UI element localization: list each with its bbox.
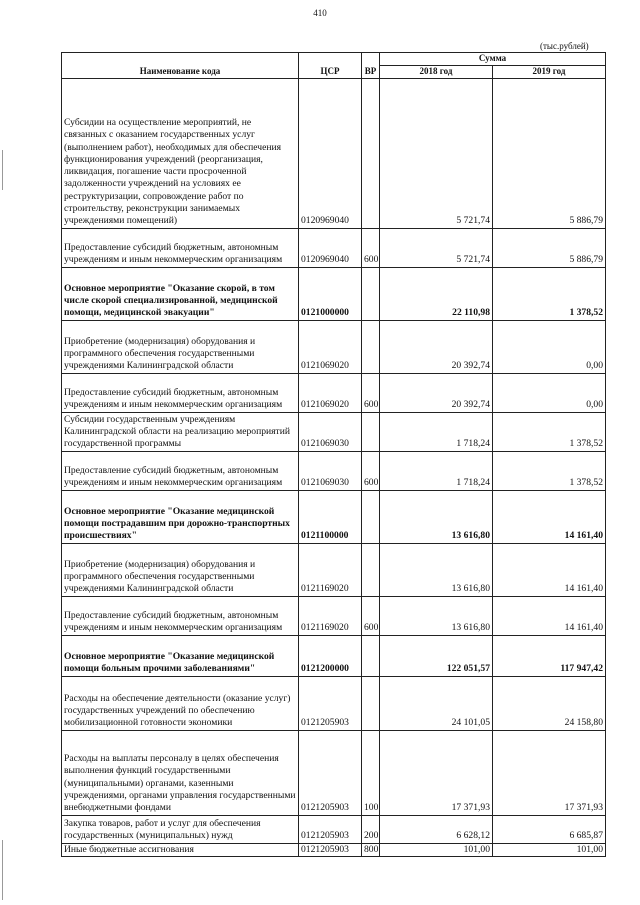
row-vr	[362, 543, 380, 596]
row-sum-2019: 101,00	[493, 843, 606, 856]
header-vr: ВР	[362, 53, 380, 79]
row-csr: 0120969040	[299, 78, 362, 228]
row-sum-2019: 14 161,40	[493, 490, 606, 543]
row-vr: 600	[362, 596, 380, 635]
units-label: (тыс.рублей)	[540, 41, 589, 51]
row-csr: 0121169020	[299, 543, 362, 596]
table-row	[62, 730, 606, 815]
table-row	[62, 373, 606, 412]
row-vr	[362, 267, 380, 320]
table-row	[62, 490, 606, 543]
row-csr: 0121069030	[299, 451, 362, 490]
row-vr	[362, 676, 380, 730]
header-2019: 2019 год	[493, 65, 606, 78]
row-name: Приобретение (модернизация) оборудования и программного обеспечения государственными учреждениями Калининградской области	[62, 543, 299, 596]
row-vr: 200	[362, 815, 380, 843]
row-csr: 0121205903	[299, 843, 362, 856]
row-vr	[362, 490, 380, 543]
row-sum-2018: 13 616,80	[380, 543, 493, 596]
table-body	[62, 78, 606, 856]
row-csr: 0121069030	[299, 412, 362, 451]
row-sum-2018: 101,00	[380, 843, 493, 856]
row-sum-2019: 0,00	[493, 373, 606, 412]
row-name: Закупка товаров, работ и услуг для обеспечения государственных (муниципальных) нужд	[62, 815, 299, 843]
row-sum-2018: 24 101,05	[380, 676, 493, 730]
row-vr: 800	[362, 843, 380, 856]
row-name: Предоставление субсидий бюджетным, автономным учреждениям и иным некоммерческим организациям	[62, 451, 299, 490]
row-sum-2019: 1 378,52	[493, 451, 606, 490]
header-2018: 2018 год	[380, 65, 493, 78]
row-sum-2018: 122 051,57	[380, 635, 493, 676]
row-vr: 600	[362, 451, 380, 490]
scan-margin-mark	[2, 150, 3, 190]
row-csr: 0120969040	[299, 228, 362, 267]
row-sum-2019: 14 161,40	[493, 596, 606, 635]
row-csr: 0121169020	[299, 596, 362, 635]
row-sum-2019: 0,00	[493, 320, 606, 373]
row-name: Предоставление субсидий бюджетным, автономным учреждениям и иным некоммерческим организациям	[62, 596, 299, 635]
table-row	[62, 815, 606, 843]
row-sum-2018: 13 616,80	[380, 596, 493, 635]
row-sum-2018: 1 718,24	[380, 412, 493, 451]
row-name: Основное мероприятие "Оказание скорой, в том числе скорой специализированной, медицинской помощи, медицинской эвакуации"	[62, 267, 299, 320]
row-sum-2019: 117 947,42	[493, 635, 606, 676]
budget-table	[61, 52, 606, 857]
row-vr	[362, 78, 380, 228]
row-name: Предоставление субсидий бюджетным, автономным учреждениям и иным некоммерческим организациям	[62, 373, 299, 412]
row-sum-2019: 1 378,52	[493, 412, 606, 451]
row-sum-2018: 20 392,74	[380, 373, 493, 412]
row-name: Основное мероприятие "Оказание медицинской помощи пострадавшим при дорожно-транспортных происшествиях"	[62, 490, 299, 543]
row-sum-2019: 17 371,93	[493, 730, 606, 815]
table-row	[62, 451, 606, 490]
row-vr	[362, 635, 380, 676]
table-row	[62, 596, 606, 635]
row-sum-2018: 5 721,74	[380, 78, 493, 228]
row-vr	[362, 412, 380, 451]
row-csr: 0121069020	[299, 373, 362, 412]
row-name: Расходы на выплаты персоналу в целях обеспечения выполнения функций государственными (муниципальными) органами, казенными учреждениями, органами управления государственными внебюджетными фондами	[62, 730, 299, 815]
table-row	[62, 543, 606, 596]
header-name: Наименование кода	[62, 53, 299, 79]
row-vr: 600	[362, 228, 380, 267]
page-number: 410	[313, 8, 327, 18]
table-row	[62, 228, 606, 267]
table-row	[62, 676, 606, 730]
row-sum-2018: 5 721,74	[380, 228, 493, 267]
row-csr: 0121000000	[299, 267, 362, 320]
row-csr: 0121205903	[299, 815, 362, 843]
row-name: Приобретение (модернизация) оборудования и программного обеспечения государственными учреждениями Калининградской области	[62, 320, 299, 373]
row-csr: 0121205903	[299, 676, 362, 730]
table-row	[62, 78, 606, 228]
header-csr: ЦСР	[299, 53, 362, 79]
row-sum-2018: 17 371,93	[380, 730, 493, 815]
row-csr: 0121069020	[299, 320, 362, 373]
row-csr: 0121205903	[299, 730, 362, 815]
row-sum-2019: 6 685,87	[493, 815, 606, 843]
table-row	[62, 412, 606, 451]
header-sum: Сумма	[380, 53, 606, 66]
row-csr: 0121100000	[299, 490, 362, 543]
row-name: Субсидии на осуществление мероприятий, не связанных с оказанием государственных услуг (выполнением работ), необходимых для обеспечения функционирования учреждений (реорганизация, ликвидация, погашение части просроченной задолженности учреждений на условиях ее реструктуризации, сопровождение работ по строительству, реконструкции занимаемых учреждениями помещений)	[62, 78, 299, 228]
table-row	[62, 843, 606, 856]
table-row	[62, 635, 606, 676]
row-csr: 0121200000	[299, 635, 362, 676]
row-sum-2019: 1 378,52	[493, 267, 606, 320]
row-sum-2018: 13 616,80	[380, 490, 493, 543]
row-name: Субсидии государственным учреждениям Калининградской области на реализацию мероприятий государственной программы	[62, 412, 299, 451]
row-sum-2019: 5 886,79	[493, 78, 606, 228]
scan-margin-mark	[2, 840, 3, 900]
row-sum-2019: 24 158,80	[493, 676, 606, 730]
row-sum-2018: 20 392,74	[380, 320, 493, 373]
row-sum-2018: 22 110,98	[380, 267, 493, 320]
row-sum-2018: 1 718,24	[380, 451, 493, 490]
row-vr: 600	[362, 373, 380, 412]
row-name: Иные бюджетные ассигнования	[62, 843, 299, 856]
table-row	[62, 320, 606, 373]
row-sum-2019: 5 886,79	[493, 228, 606, 267]
row-name: Расходы на обеспечение деятельности (оказание услуг) государственных учреждений по обеспечению мобилизационной готовности экономики	[62, 676, 299, 730]
row-vr	[362, 320, 380, 373]
row-name: Предоставление субсидий бюджетным, автономным учреждениям и иным некоммерческим организациям	[62, 228, 299, 267]
row-sum-2018: 6 628,12	[380, 815, 493, 843]
row-name: Основное мероприятие "Оказание медицинской помощи больным прочими заболеваниями"	[62, 635, 299, 676]
row-vr: 100	[362, 730, 380, 815]
table-row	[62, 267, 606, 320]
row-sum-2019: 14 161,40	[493, 543, 606, 596]
